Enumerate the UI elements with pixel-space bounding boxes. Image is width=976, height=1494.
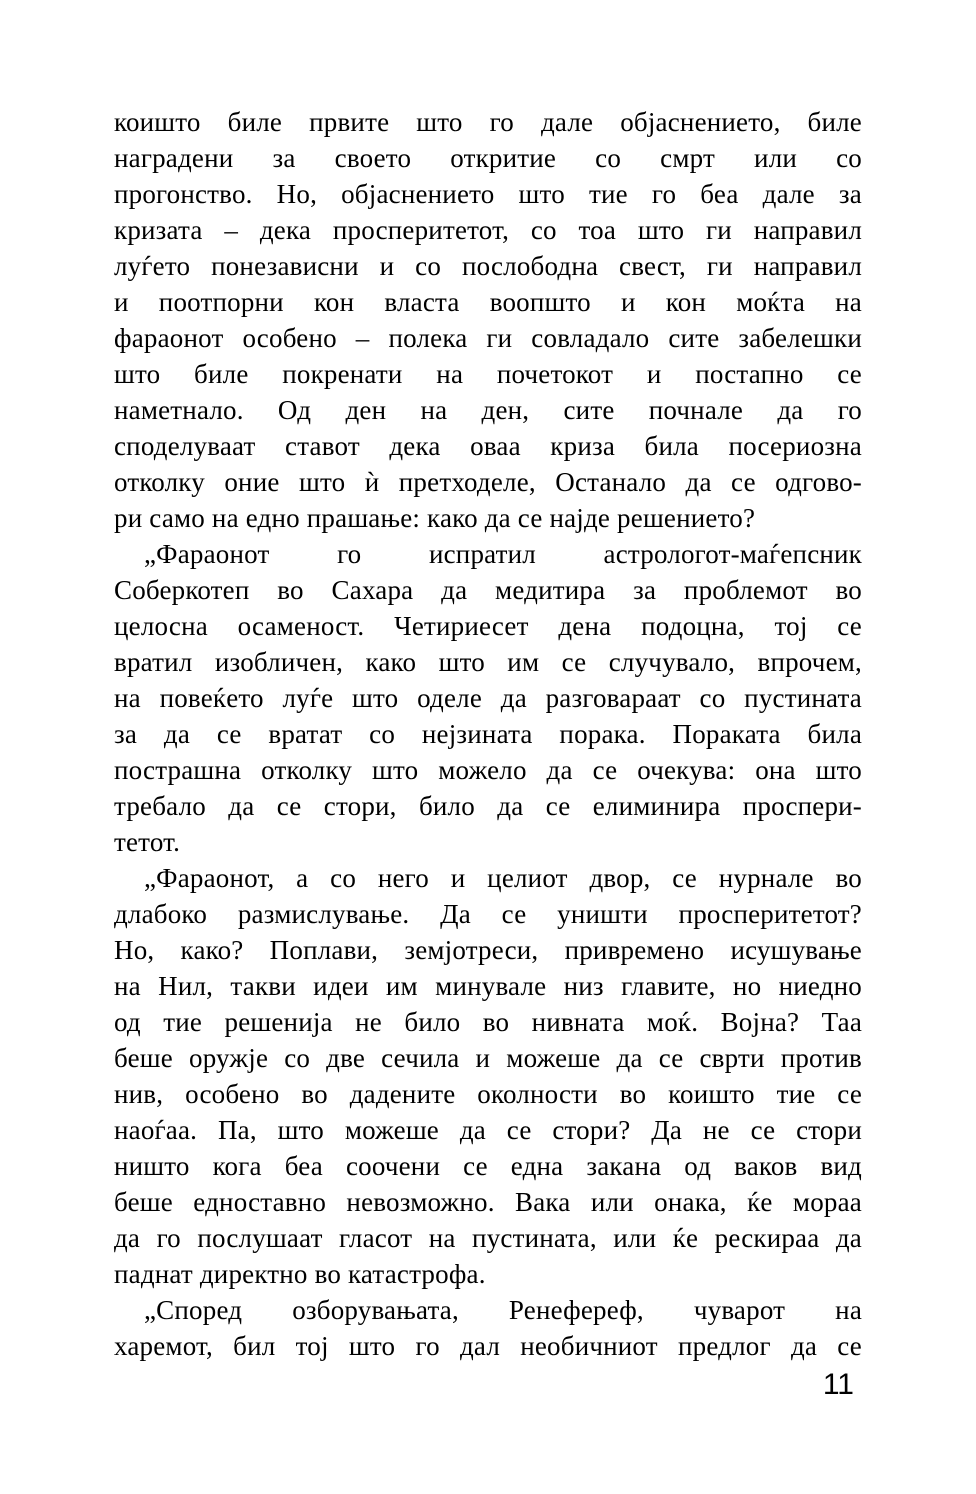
text-line: Соберкотеп во Сахара да медитира за проблемот во — [114, 575, 862, 605]
text-line: кризата – дека просперитетот, со тоа што ги направил — [114, 215, 862, 245]
text-line: беше едноставно невозможно. Вака или онака, ќе мораа — [114, 1187, 862, 1217]
text-line: ри само на едно прашање: како да се најде решението? — [114, 503, 756, 533]
text-line: да го послушаат гласот на пустината, или ќе рескираа да — [114, 1223, 862, 1253]
text-line: „Според озборувањата, Ренефереф, чуварот на — [144, 1295, 862, 1325]
book-page-text-column — [114, 104, 862, 1364]
text-line: харемот, бил тој што го дал необичниот предлог да се — [114, 1331, 862, 1361]
paragraph — [114, 860, 862, 1292]
text-line: на повеќето луѓе што оделе да разговараат со пустината — [114, 683, 862, 713]
text-line: прогонство. Но, објаснението што тие го беа дале за — [114, 179, 862, 209]
text-line: „Фараонот, а со него и целиот двор, се нурнале во — [144, 863, 862, 893]
text-line: коишто биле првите што го дале објаснението, биле — [114, 107, 862, 137]
text-line: за да се вратат со нејзината порака. Пораката била — [114, 719, 862, 749]
text-line: пострашна отколку што можело да се очекува: она што — [114, 755, 862, 785]
text-line: требало да се стори, било да се елиминира проспери- — [114, 791, 862, 821]
text-line: нив, особено во дадените околности во коишто тие се — [114, 1079, 862, 1109]
text-line: и поотпорни кон власта воопшто и кон моќта на — [114, 287, 862, 317]
paragraph — [114, 104, 862, 536]
paragraph — [114, 536, 862, 860]
text-line: длабоко размислување. Да се уништи просперитетот? — [114, 899, 862, 929]
text-line: отколку оние што ѝ претходеле, Останало да се одгово- — [114, 467, 862, 497]
text-line: беше оружје со две сечила и можеше да се сврти против — [114, 1043, 862, 1073]
text-line: целосна осаменост. Четириесет дена подоцна, тој се — [114, 611, 862, 641]
text-line: споделуваат ставот дека оваа криза била посериозна — [114, 431, 862, 461]
text-line: од тие решенија не било во нивната моќ. Војна? Таа — [114, 1007, 862, 1037]
text-line: наметнало. Од ден на ден, сите почнале да го — [114, 395, 862, 425]
text-line: паднат директно во катастрофа. — [114, 1259, 486, 1289]
text-line: фараонот особено – полека ги совладало сите забелешки — [114, 323, 862, 353]
text-line: тетот. — [114, 827, 181, 857]
text-line: вратил изобличен, како што им се случувало, впрочем, — [114, 647, 862, 677]
text-line: наоѓаа. Па, што можеше да се стори? Да не се стори — [114, 1115, 862, 1145]
text-line: на Нил, такви идеи им минувале низ главите, но ниедно — [114, 971, 862, 1001]
text-line: „Фараонот го испратил астрологот-маѓепсник — [144, 539, 862, 569]
text-line: што биле покренати на почетокот и постапно се — [114, 359, 862, 389]
text-line: ништо кога беа соочени се една закана од ваков вид — [114, 1151, 862, 1181]
text-line: наградени за своето откритие со смрт или со — [114, 143, 862, 173]
text-line: Но, како? Поплави, земјотреси, привремено исушување — [114, 935, 862, 965]
text-line: луѓето понезависни и со послободна свест, ги направил — [114, 251, 862, 281]
page-number: 11 — [822, 1368, 854, 1401]
paragraph — [114, 1292, 862, 1364]
